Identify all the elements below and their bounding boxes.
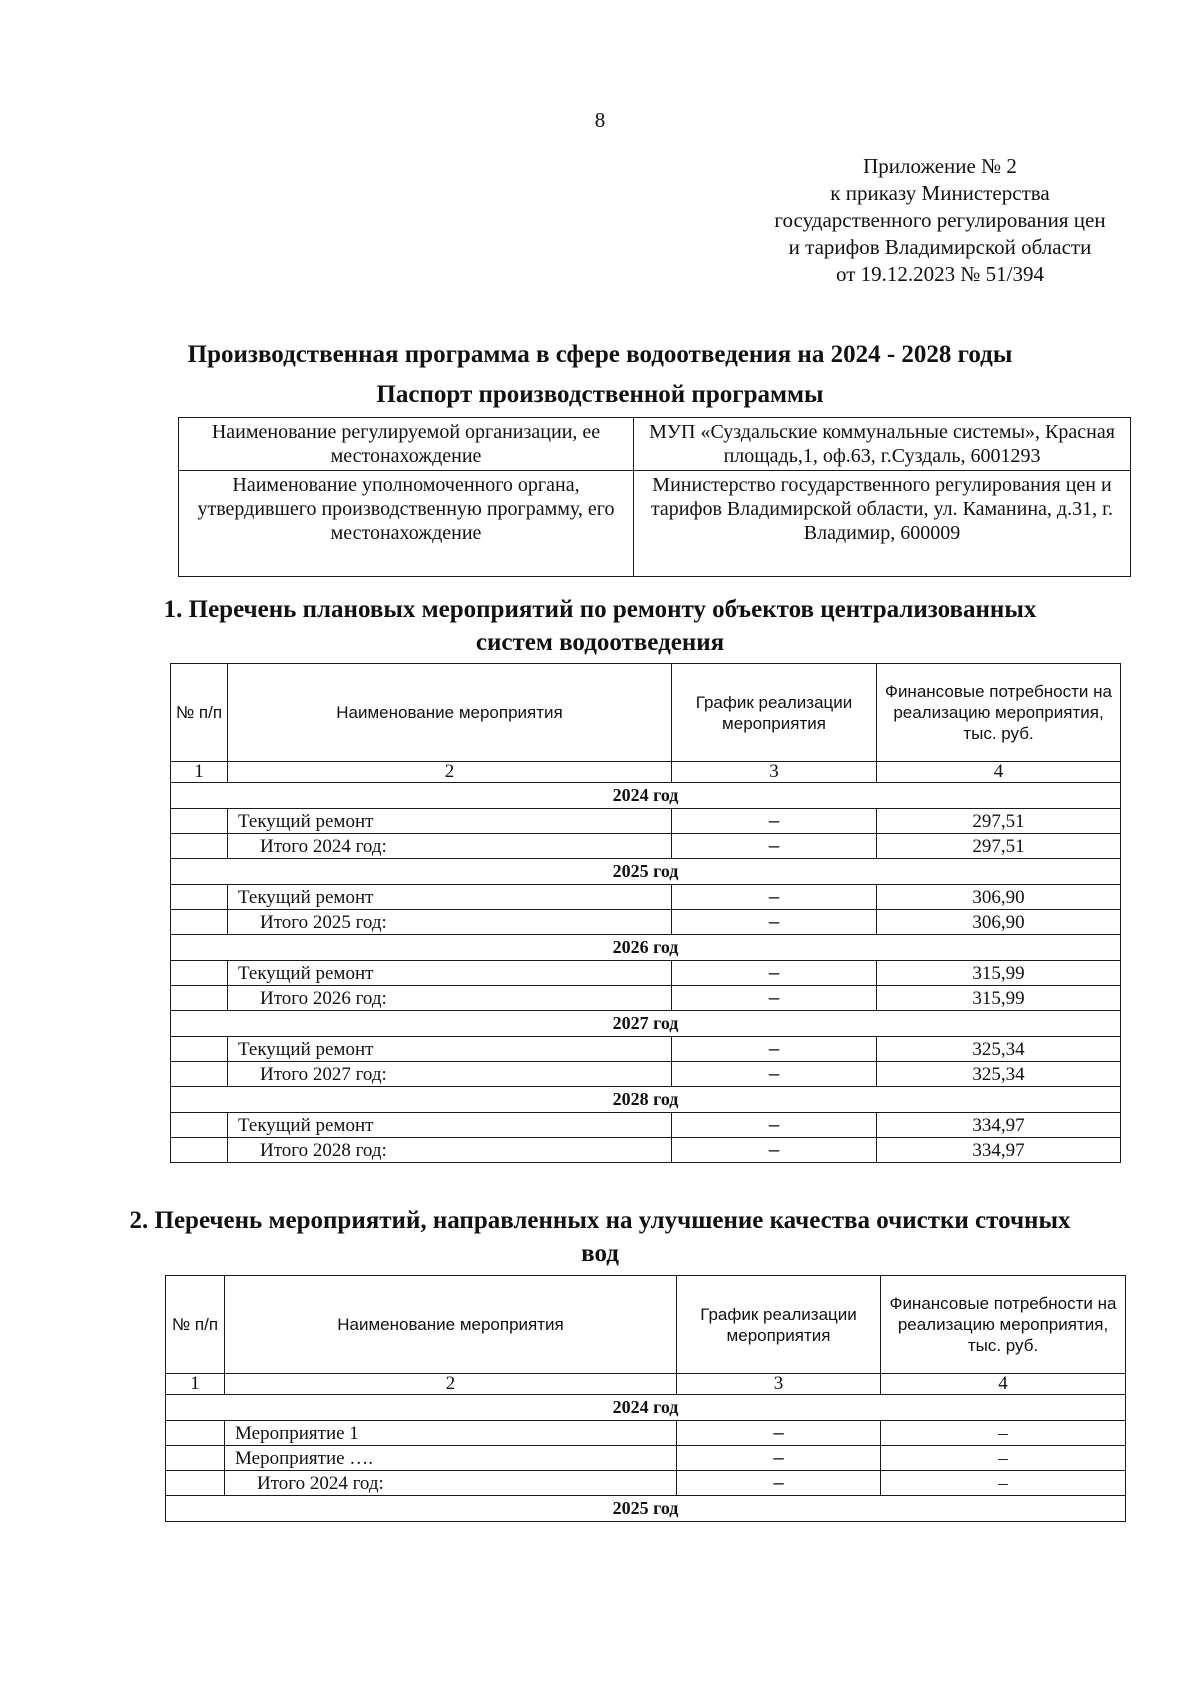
year-label: 2025 год xyxy=(166,1496,1126,1522)
schedule-value: – xyxy=(672,1113,877,1138)
table-row xyxy=(171,961,1121,986)
column-number: 4 xyxy=(881,1374,1126,1395)
table-row xyxy=(166,1421,1126,1446)
year-row xyxy=(171,859,1121,885)
row-number xyxy=(171,885,228,910)
passport-title: Паспорт производственной программы xyxy=(376,381,824,408)
total-row xyxy=(171,986,1121,1011)
event-name: Текущий ремонт xyxy=(228,961,672,986)
header-schedule: График реализации мероприятия xyxy=(672,664,877,762)
row-number xyxy=(171,986,228,1011)
passport-label: Наименование уполномоченного органа, утвердившего производственную программу, его местонахождение xyxy=(179,471,634,577)
row-number xyxy=(171,1113,228,1138)
event-name: Мероприятие …. xyxy=(225,1446,677,1471)
year-label: 2028 год xyxy=(171,1087,1121,1113)
schedule-value: – xyxy=(672,961,877,986)
year-label: 2025 год xyxy=(171,859,1121,885)
schedule-value: – xyxy=(672,1138,877,1163)
total-label: Итого 2025 год: xyxy=(228,910,672,935)
amount-value: – xyxy=(881,1471,1126,1496)
passport-label: Наименование регулируемой организации, ее местонахождение xyxy=(179,418,634,471)
section2-table xyxy=(165,1275,1126,1522)
section2-title: 2. Перечень мероприятий, направленных на улучшение качества очистки сточных вод xyxy=(129,1207,1071,1267)
year-label: 2024 год xyxy=(171,783,1121,809)
passport-table xyxy=(178,417,1131,577)
column-number: 2 xyxy=(228,762,672,783)
year-row xyxy=(171,1087,1121,1113)
total-row xyxy=(171,910,1121,935)
header-amount: Финансовые потребности на реализацию мероприятия, тыс. руб. xyxy=(877,664,1121,762)
event-name: Текущий ремонт xyxy=(228,1037,672,1062)
appendix-line: к приказу Министерства xyxy=(830,181,1050,205)
total-label: Итого 2024 год: xyxy=(228,834,672,859)
column-number: 3 xyxy=(677,1374,881,1395)
row-number xyxy=(171,910,228,935)
appendix-line: и тарифов Владимирской области xyxy=(788,235,1092,259)
column-number: 1 xyxy=(166,1374,225,1395)
row-number xyxy=(166,1421,225,1446)
table-header-row xyxy=(166,1276,1126,1374)
passport-value: МУП «Суздальские коммунальные системы», Красная площадь,1, оф.63, г.Суздаль, 6001293 xyxy=(634,418,1131,471)
header-schedule: График реализации мероприятия xyxy=(677,1276,881,1374)
column-number: 4 xyxy=(877,762,1121,783)
amount-value: 315,99 xyxy=(877,961,1121,986)
amount-value: 306,90 xyxy=(877,910,1121,935)
table-header-row xyxy=(171,664,1121,762)
row-number xyxy=(171,961,228,986)
main-title: Производственная программа в сфере водоотведения на 2024 - 2028 годы xyxy=(187,341,1013,368)
column-number-row xyxy=(166,1374,1126,1395)
table-row xyxy=(166,1446,1126,1471)
table-row xyxy=(171,809,1121,834)
event-name: Мероприятие 1 xyxy=(225,1421,677,1446)
passport-row xyxy=(179,418,1131,471)
table-row xyxy=(171,1113,1121,1138)
column-number: 1 xyxy=(171,762,228,783)
amount-value: – xyxy=(881,1446,1126,1471)
year-label: 2024 год xyxy=(166,1395,1126,1421)
column-number-row xyxy=(171,762,1121,783)
schedule-value: – xyxy=(672,885,877,910)
appendix-block xyxy=(740,153,1140,288)
amount-value: 334,97 xyxy=(877,1138,1121,1163)
total-row xyxy=(171,1062,1121,1087)
year-label: 2027 год xyxy=(171,1011,1121,1037)
row-number xyxy=(171,834,228,859)
total-label: Итого 2028 год: xyxy=(228,1138,672,1163)
total-label: Итого 2027 год: xyxy=(228,1062,672,1087)
year-row xyxy=(166,1496,1126,1522)
schedule-value: – xyxy=(672,910,877,935)
schedule-value: – xyxy=(672,1062,877,1087)
total-row xyxy=(166,1471,1126,1496)
row-number xyxy=(166,1471,225,1496)
year-row xyxy=(166,1395,1126,1421)
column-number: 2 xyxy=(225,1374,677,1395)
year-row xyxy=(171,935,1121,961)
amount-value: 325,34 xyxy=(877,1037,1121,1062)
schedule-value: – xyxy=(672,1037,877,1062)
passport-row xyxy=(179,471,1131,577)
section1-table xyxy=(170,663,1121,1163)
total-label: Итого 2026 год: xyxy=(228,986,672,1011)
appendix-line: государственного регулирования цен xyxy=(774,208,1106,232)
schedule-value: – xyxy=(677,1446,881,1471)
amount-value: 306,90 xyxy=(877,885,1121,910)
row-number xyxy=(171,1037,228,1062)
schedule-value: – xyxy=(672,834,877,859)
row-number xyxy=(171,1138,228,1163)
section1-title: 1. Перечень плановых мероприятий по ремонту объектов централизованных систем водоотведения xyxy=(163,596,1037,656)
row-number xyxy=(171,1062,228,1087)
year-row xyxy=(171,783,1121,809)
amount-value: 315,99 xyxy=(877,986,1121,1011)
schedule-value: – xyxy=(677,1421,881,1446)
total-row xyxy=(171,834,1121,859)
header-amount: Финансовые потребности на реализацию мероприятия, тыс. руб. xyxy=(881,1276,1126,1374)
column-number: 3 xyxy=(672,762,877,783)
table-row xyxy=(171,885,1121,910)
event-name: Текущий ремонт xyxy=(228,1113,672,1138)
passport-value: Министерство государственного регулирования цен и тарифов Владимирской области, ул. Каманина, д.31, г. Владимир, 600009 xyxy=(634,471,1131,577)
year-label: 2026 год xyxy=(171,935,1121,961)
amount-value: – xyxy=(881,1421,1126,1446)
event-name: Текущий ремонт xyxy=(228,809,672,834)
total-row xyxy=(171,1138,1121,1163)
amount-value: 334,97 xyxy=(877,1113,1121,1138)
schedule-value: – xyxy=(672,986,877,1011)
table-row xyxy=(171,1037,1121,1062)
row-number xyxy=(166,1446,225,1471)
appendix-line: от 19.12.2023 № 51/394 xyxy=(835,262,1045,286)
schedule-value: – xyxy=(672,809,877,834)
amount-value: 297,51 xyxy=(877,809,1121,834)
event-name: Текущий ремонт xyxy=(228,885,672,910)
header-name: Наименование мероприятия xyxy=(225,1276,677,1374)
page-number: 8 xyxy=(594,108,606,132)
header-name: Наименование мероприятия xyxy=(228,664,672,762)
schedule-value: – xyxy=(677,1471,881,1496)
amount-value: 297,51 xyxy=(877,834,1121,859)
year-row xyxy=(171,1011,1121,1037)
row-number xyxy=(171,809,228,834)
amount-value: 325,34 xyxy=(877,1062,1121,1087)
total-label: Итого 2024 год: xyxy=(225,1471,677,1496)
appendix-line: Приложение № 2 xyxy=(863,154,1017,178)
header-number: № п/п xyxy=(171,664,228,762)
header-number: № п/п xyxy=(166,1276,225,1374)
